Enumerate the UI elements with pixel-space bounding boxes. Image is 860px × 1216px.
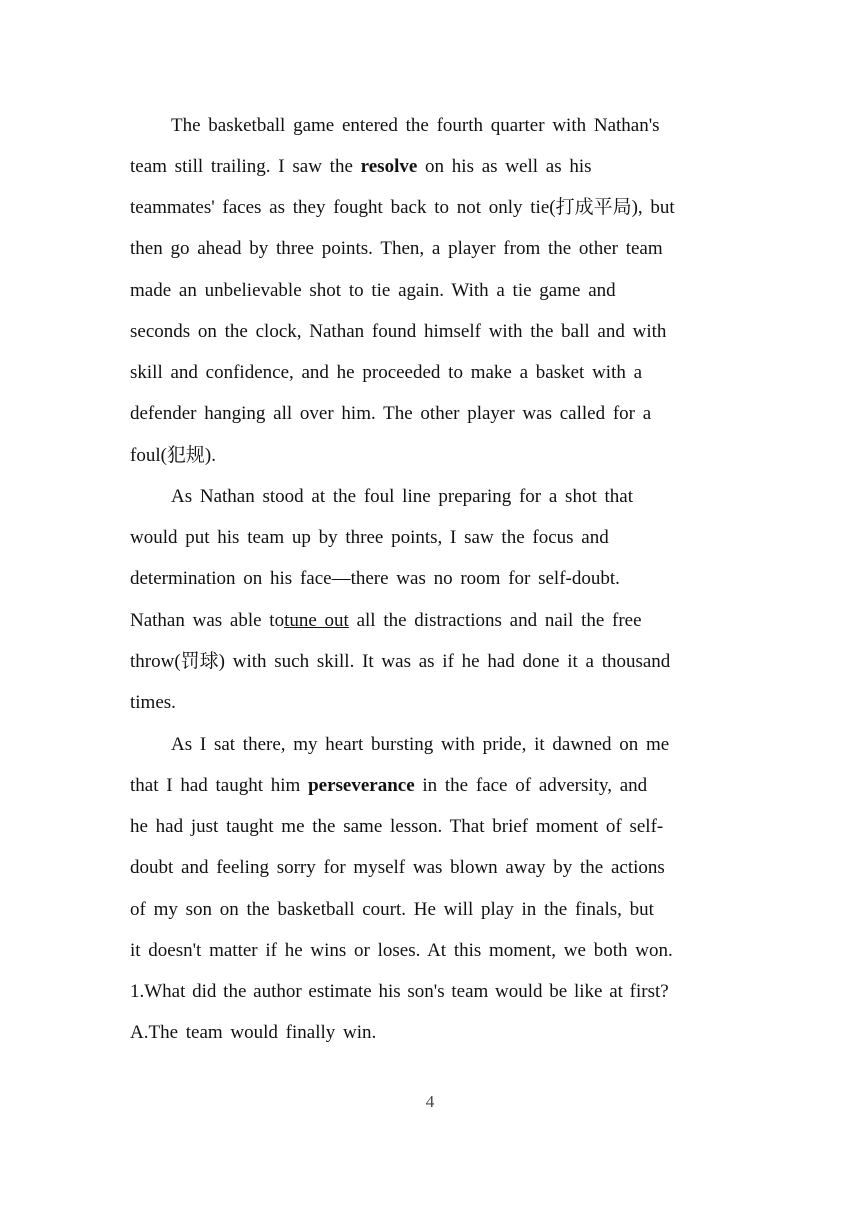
question-1-option-a: A.The team would finally win. [130,1022,377,1043]
question-1-stem: 1.What did the author estimate his son's team would be like at first? [130,981,669,1002]
paragraph-1-line-8: defender hanging all over him. The other player was called for a [130,403,652,424]
text-segment: on his as well as his [417,156,592,177]
paragraph-2-line-4 [130,609,642,633]
text-segment: all the distractions and nail the free [348,610,642,631]
paragraph-3-line-1: As I sat there, my heart bursting with pride, it dawned on me [171,734,670,755]
paragraph-1-line-4: then go ahead by three points. Then, a player from the other team [130,238,663,259]
text-segment: that I had taught him [130,775,309,796]
page-number: 4 [425,1092,435,1111]
paragraph-2-line-5: throw(罚球) with such skill. It was as if he had done it a thousand [130,651,671,672]
paragraph-2-line-6: times. [130,692,176,713]
paragraph-3-line-5: of my son on the basketball court. He will play in the finals, but [130,899,654,920]
paragraph-1-line-2 [130,155,592,179]
paragraph-3-line-3: he had just taught me the same lesson. That brief moment of self- [130,816,664,837]
underlined-phrase-tune-out: tune out [284,610,349,631]
paragraph-3-line-4: doubt and feeling sorry for myself was blown away by the actions [130,857,665,878]
paragraph-3-line-6: it doesn't matter if he wins or loses. At this moment, we both won. [130,940,673,961]
paragraph-1-line-1: The basketball game entered the fourth quarter with Nathan's [171,115,660,136]
paragraph-3-line-2 [130,774,647,798]
text-segment: team still trailing. I saw the [130,156,361,177]
paragraph-1-line-3: teammates' faces as they fought back to not only tie(打成平局), but [130,197,675,218]
paragraph-1-line-7: skill and confidence, and he proceeded to make a basket with a [130,362,643,383]
bold-word-resolve: resolve [360,156,418,177]
text-segment: in the face of adversity, and [414,775,648,796]
text-segment: Nathan was able to [130,610,285,631]
paragraph-2-line-1: As Nathan stood at the foul line preparing for a shot that [171,486,633,507]
bold-word-perseverance: perseverance [308,775,415,796]
paragraph-2-line-2: would put his team up by three points, I saw the focus and [130,527,609,548]
paragraph-1-line-6: seconds on the clock, Nathan found himself with the ball and with [130,321,667,342]
paragraph-1-line-9: foul(犯规). [130,445,217,466]
paragraph-2-line-3: determination on his face—there was no room for self-doubt. [130,568,620,589]
paragraph-1-line-5: made an unbelievable shot to tie again. With a tie game and [130,280,616,301]
